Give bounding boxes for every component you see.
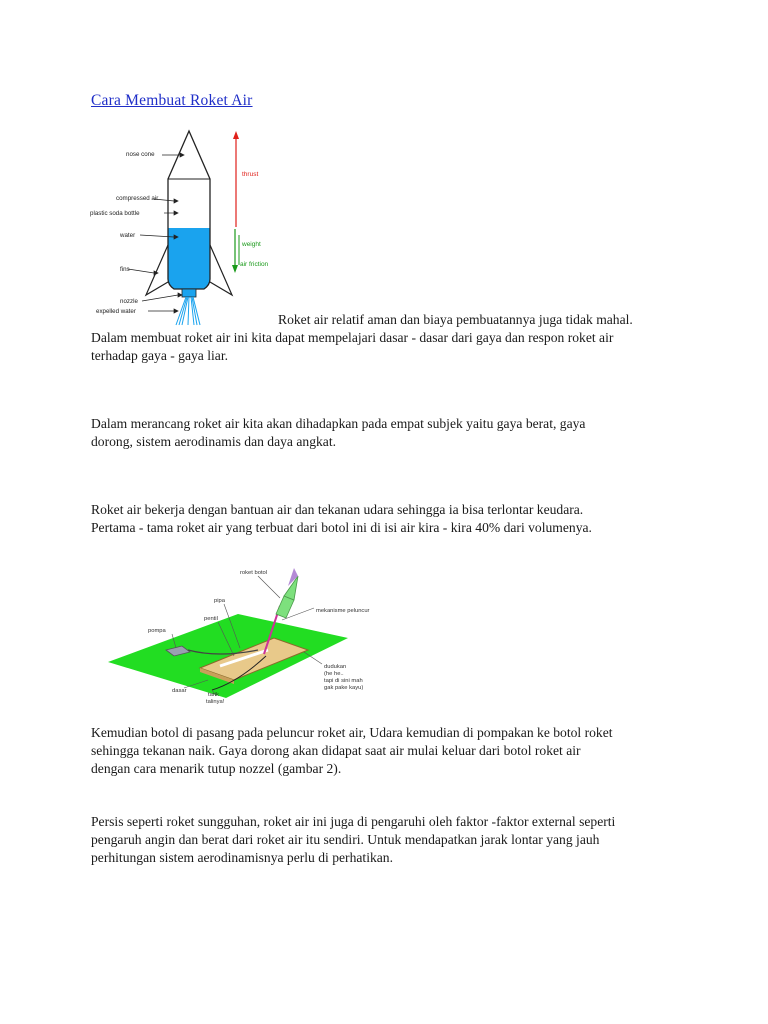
label-thrust: thrust [242, 171, 259, 178]
label-compressed-air: compressed air [116, 195, 159, 202]
label-mekanisme-peluncur: mekanisme peluncur [316, 608, 370, 614]
label-tapi: tapi di sini mah [324, 678, 363, 684]
label-expelled-water: expelled water [96, 308, 136, 315]
label-pompa: pompa [148, 628, 166, 634]
left-fin [146, 245, 168, 295]
label-weight: weight [242, 241, 261, 248]
label-fins: fins [120, 266, 130, 273]
paragraph1-line3: terhadap gaya - gaya liar. [91, 348, 228, 363]
label-he-he: (he he.. [324, 671, 344, 677]
label-roket-botol: roket botol [240, 570, 268, 576]
label-pipa: pipa [214, 598, 225, 604]
label-air-friction: air friction [240, 261, 269, 268]
label-pentil: pentil [204, 616, 218, 622]
label-talinya: talinya! [206, 699, 225, 705]
label-gak-pake-kayu: gak pake kayu) [324, 685, 364, 691]
paragraph3-line1: Roket air bekerja dengan bantuan air dan tekanan udara sehingga ia bisa terlontar keudara. [91, 502, 584, 517]
right-fin [210, 245, 232, 295]
paragraph2-line2: dorong, sistem aerodinamis dan daya angkat. [91, 434, 336, 449]
paragraph1-first-line: Roket air relatif aman dan biaya pembuatannya juga tidak mahal. [278, 312, 633, 327]
label-dudukan: dudukan [324, 664, 347, 670]
expelled-water-spray [176, 297, 200, 325]
ground-base [108, 614, 348, 698]
label-water: water [120, 232, 136, 239]
weight-arrowhead [232, 265, 238, 273]
label-dasar: dasar [172, 688, 187, 694]
water-rocket-diagram [90, 127, 280, 327]
paragraph5-line3: perhitungan sistem aerodinamisnya perlu di perhatikan. [91, 850, 393, 865]
label-tarik: tarik [208, 692, 219, 698]
label-nozzle: nozzle [120, 298, 138, 305]
paragraph5-line2: pengaruh angin dan berat dari roket air itu sendiri. Untuk mendapatkan jarak lontar yang jauh [91, 832, 600, 847]
paragraph2-line1: Dalam merancang roket air kita akan dihadapkan pada empat subjek yaitu gaya berat, gaya [91, 416, 586, 431]
paragraph5-line1: Persis seperti roket sungguhan, roket air ini juga di pengaruhi oleh faktor -faktor external seperti [91, 814, 616, 829]
paragraph4-line2: sehingga tekanan naik. Gaya dorong akan didapat saat air mulai keluar dari botol roket air [91, 743, 581, 758]
label-plastic-soda-bottle: plastic soda bottle [90, 210, 140, 217]
paragraph4-line3: dengan cara menarik tutup nozzel (gambar 2). [91, 761, 342, 776]
thrust-arrowhead [233, 131, 239, 139]
rocket-launcher-diagram [108, 562, 408, 710]
paragraph3-line2: Pertama - tama roket air yang terbuat dari botol ini di isi air kira - kira 40% dari volumenya. [91, 520, 592, 535]
label-nose-cone: nose cone [126, 151, 155, 158]
paragraph4-line1: Kemudian botol di pasang pada peluncur roket air, Udara kemudian di pompakan ke botol roket [91, 725, 613, 740]
article-title-link[interactable]: Cara Membuat Roket Air [91, 92, 253, 109]
paragraph1-line2: Dalam membuat roket air ini kita dapat mempelajari dasar - dasar dari gaya dan respon roket air [91, 330, 614, 345]
nozzle-shape [182, 289, 196, 297]
